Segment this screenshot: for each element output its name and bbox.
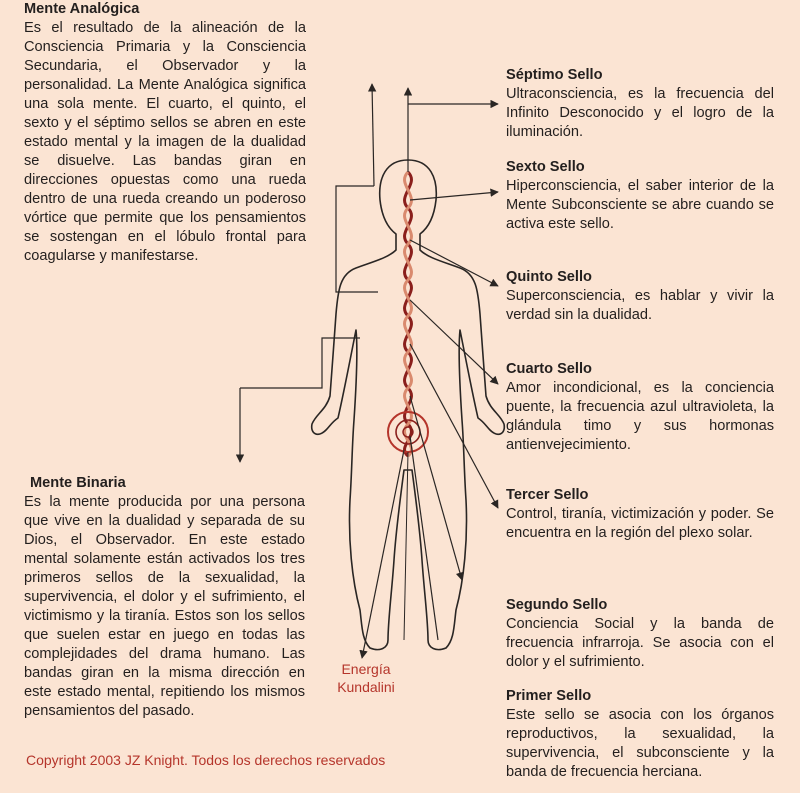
kundalini-line [362, 450, 404, 658]
arrow-seal-4 [410, 300, 498, 384]
seal-1-title: Primer Sello [506, 688, 592, 704]
seal-6-title: Sexto Sello [506, 159, 585, 175]
mente-analogica-text: Es el resultado de la alineación de la Consciencia Primaria y la Consciencia Secundaria, el Observador y la personalidad. La Mente Analógica significa una sola mente. El cuarto, el quinto, el sexto y el séptimo sellos se abren en este estado mental y la imagen de la dualidad se disuelve. Las bandas giran en direcciones opuestas como una rueda dentro de una rueda creando un poderoso vórtice que permite que los pensamientos se sostengan en el lóbulo frontal para coagularse y manifestarse. [24, 20, 306, 264]
seal-1-text: Este sello se asocia con los órganos reproductivos, la sexualidad, la supervivencia, el subconsciente y la banda de frecuencia herciana. [506, 707, 774, 780]
mente-binaria-text: Es la mente producida por una persona que vive en la dualidad y separada de su Dios, el Observador. En este estado mental solamente están activados los tres primeros sellos de la sexualidad, la supervivencia, el dolor y el sufrimiento, el victimismo y la tiranía. Estos son los sellos que suelen estar en juego en todas las complejidades del drama humano. Las bandas giran en la misma dirección en este estado mental, repitiendo los mismos pensamientos del pasado. [24, 494, 305, 719]
seal-3-title: Tercer Sello [506, 487, 589, 503]
arrow-seal-6 [410, 192, 498, 200]
seal-5-title: Quinto Sello [506, 269, 592, 285]
seal-6-text: Hiperconsciencia, el saber interior de la Mente Subconsciente se abre cuando se activa este sello. [506, 178, 774, 232]
arrow-seal-1 [410, 436, 438, 640]
bracket-binaria [240, 338, 360, 388]
seal-7-title: Séptimo Sello [506, 67, 603, 83]
arrow-seal-5 [410, 240, 498, 286]
bracket-analogica [336, 186, 378, 292]
seal-3-text: Control, tiranía, victimización y poder. Se encuentra en la región del plexo solar. [506, 506, 774, 541]
arrow-seal-2 [410, 396, 462, 580]
connector-analogica [372, 84, 374, 186]
copyright-text: Copyright 2003 JZ Knight. Todos los derechos reservados [26, 752, 386, 768]
seal-7-text: Ultraconsciencia, es la frecuencia del Infinito Desconocido y el logro de la iluminación. [506, 86, 774, 140]
kundalini-swirl-outer [388, 412, 428, 452]
seal-2-title: Segundo Sello [506, 597, 608, 613]
kundalini-line-2 [404, 452, 408, 640]
seal-2-text: Conciencia Social y la banda de frecuencia infrarroja. Se asocia con el dolor y el sufrimiento. [506, 616, 774, 670]
mente-binaria-title: Mente Binaria [30, 475, 126, 491]
seal-4-text: Amor incondicional, es la conciencia puente, la frecuencia azul ultravioleta, la glándula timo y sus hormonas antienvejecimiento. [506, 380, 774, 453]
seal-5-text: Superconsciencia, es hablar y vivir la verdad sin la dualidad. [506, 288, 774, 323]
arrow-seal-3 [410, 344, 498, 508]
seal-4-title: Cuarto Sello [506, 361, 592, 377]
mente-analogica-title: Mente Analógica [24, 1, 140, 17]
kundalini-label: Energía Kundalini [337, 661, 395, 695]
